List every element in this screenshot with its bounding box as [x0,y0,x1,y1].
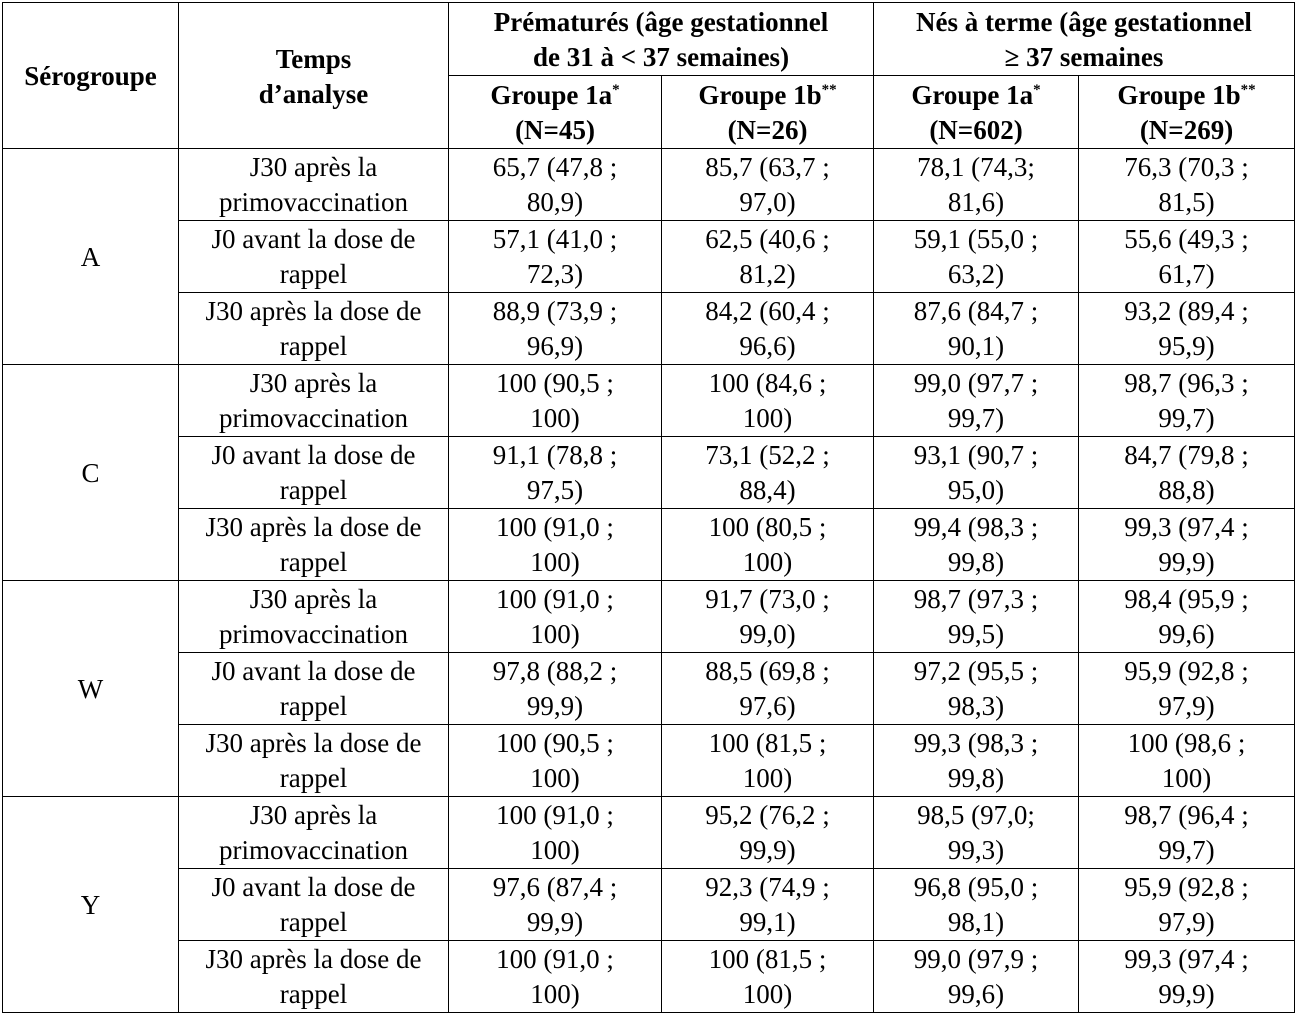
value-line2: 99,7) [1158,835,1215,865]
value-line2: 99,8) [947,547,1005,577]
table-row [3,149,1295,221]
value-cell [662,149,874,221]
value-line2: 95,0) [947,475,1005,505]
value-line2: 99,9) [526,907,584,937]
value-line2: 80,9) [526,187,584,217]
value-line1: 99,3 (97,4 ; [1124,944,1249,974]
value-line1: 97,2 (95,5 ; [913,656,1039,686]
analysis-time-line2: primovaccination [219,619,408,649]
value-line2: 99,7) [947,403,1005,433]
value-line2: 97,9) [1158,691,1215,721]
subcol-header [874,76,1079,149]
value-line1: 57,1 (41,0 ; [492,224,618,254]
value-line2: 99,6) [947,979,1005,1009]
value-line1: 78,1 (74,3; [917,152,1035,182]
subcol-name: Groupe 1a [911,80,1034,110]
value-cell [1079,869,1295,941]
value-line1: 59,1 (55,0 ; [913,224,1039,254]
value-cell [449,725,662,797]
value-cell [1079,437,1295,509]
value-cell [662,581,874,653]
value-cell [874,149,1079,221]
value-cell [1079,653,1295,725]
value-line1: 100 (80,5 ; [708,512,827,542]
value-cell [449,437,662,509]
table-row [3,437,1295,509]
value-line2: 99,9) [1158,547,1215,577]
value-line2: 88,8) [1158,475,1215,505]
value-line1: 95,9 (92,8 ; [1124,872,1249,902]
value-line1: 87,6 (84,7 ; [913,296,1039,326]
analysis-time-line1: J30 après la dose de [205,944,422,974]
serogroup-cell: A [3,149,179,365]
premature-line2: de 31 à < 37 semaines) [532,42,790,72]
value-cell [874,365,1079,437]
footnote-mark: * [612,82,620,98]
value-line2: 81,6) [947,187,1005,217]
subcol-header [449,76,662,149]
value-line2: 100) [742,403,793,433]
analysis-time-line2: rappel [279,259,348,289]
value-line2: 99,6) [1158,619,1215,649]
footnote-mark: * [1033,82,1041,98]
analysis-time-line2: rappel [279,475,348,505]
analysis-time-line1: J30 après la [249,368,378,398]
immunogenicity-table [2,2,1295,1013]
value-line2: 81,2) [739,259,796,289]
value-line2: 99,9) [739,835,796,865]
subcol-name: Groupe 1b [1117,80,1241,110]
value-line2: 100) [1161,763,1212,793]
analysis-time-cell [179,653,449,725]
value-line1: 98,7 (96,3 ; [1124,368,1249,398]
value-line2: 99,3) [947,835,1005,865]
value-line1: 100 (90,5 ; [496,368,614,398]
value-line2: 98,1) [947,907,1005,937]
value-line2: 99,9) [526,691,584,721]
analysis-time-line2: rappel [279,979,348,1009]
value-line1: 100 (91,0 ; [496,584,614,614]
premature-line1: Prématurés (âge gestationnel [493,7,829,37]
value-line2: 95,9) [1158,331,1215,361]
value-line1: 73,1 (52,2 ; [705,440,830,470]
value-line1: 100 (91,0 ; [496,800,614,830]
analysis-time-line2: rappel [279,907,348,937]
value-cell [874,653,1079,725]
value-line2: 72,3) [526,259,584,289]
value-line1: 96,8 (95,0 ; [913,872,1039,902]
value-line2: 100) [742,547,793,577]
term-line2: ≥ 37 semaines [1004,42,1164,72]
value-line1: 99,0 (97,9 ; [913,944,1039,974]
analysis-time-line1: J30 après la [249,152,378,182]
term-line1: Nés à terme (âge gestationnel [916,7,1252,37]
footnote-mark: ** [1240,82,1256,98]
value-line2: 96,9) [526,331,584,361]
value-cell [874,581,1079,653]
serogroup-header: Sérogroupe [3,3,179,149]
subcol-name: Groupe 1b [698,80,822,110]
value-cell [874,293,1079,365]
value-line2: 81,5) [1158,187,1215,217]
value-cell [662,293,874,365]
value-cell [449,149,662,221]
value-line1: 100 (91,0 ; [496,944,614,974]
value-line2: 100) [530,403,580,433]
premature-header [449,3,874,76]
value-cell [1079,221,1295,293]
table-row [3,869,1295,941]
value-cell [449,509,662,581]
value-cell [1079,149,1295,221]
value-cell [662,797,874,869]
table-body [3,149,1295,1013]
value-cell [662,509,874,581]
analysis-time-line2: primovaccination [219,187,408,217]
subcol-header [1079,76,1295,149]
value-cell [662,653,874,725]
value-line1: 98,7 (96,4 ; [1124,800,1249,830]
value-cell [449,221,662,293]
value-line2: 96,6) [739,331,796,361]
value-line2: 97,5) [526,475,584,505]
value-line2: 63,2) [947,259,1005,289]
value-line1: 84,7 (79,8 ; [1124,440,1249,470]
analysis-time-line2: rappel [279,331,348,361]
value-cell [449,581,662,653]
analysis-time-cell [179,365,449,437]
value-line2: 61,7) [1158,259,1215,289]
analysis-time-cell [179,509,449,581]
analysis-time-line1: Temps [275,43,352,74]
subcol-n: (N=26) [727,115,808,145]
value-line2: 90,1) [947,331,1005,361]
table-row [3,725,1295,797]
value-line1: 99,0 (97,7 ; [913,368,1039,398]
analysis-time-cell [179,869,449,941]
value-line1: 98,5 (97,0; [917,800,1035,830]
value-line1: 76,3 (70,3 ; [1124,152,1249,182]
value-cell [874,509,1079,581]
analysis-time-line2: primovaccination [219,835,408,865]
value-line1: 91,7 (73,0 ; [705,584,830,614]
subcol-header [662,76,874,149]
analysis-time-line1: J30 après la [249,800,378,830]
table-row [3,581,1295,653]
value-line1: 99,3 (97,4 ; [1124,512,1249,542]
analysis-time-cell [179,437,449,509]
value-cell [662,365,874,437]
analysis-time-cell [179,221,449,293]
value-cell [449,293,662,365]
analysis-time-line1: J0 avant la dose de [211,440,416,470]
value-line1: 92,3 (74,9 ; [705,872,830,902]
value-line2: 100) [530,547,580,577]
value-cell [662,725,874,797]
analysis-time-line2: primovaccination [219,403,408,433]
value-line1: 99,4 (98,3 ; [913,512,1039,542]
value-line1: 88,9 (73,9 ; [492,296,618,326]
value-line1: 100 (98,6 ; [1127,728,1246,758]
value-line1: 91,1 (78,8 ; [492,440,618,470]
subcol-name: Groupe 1a [490,80,613,110]
value-line2: 100) [742,763,793,793]
value-line1: 95,9 (92,8 ; [1124,656,1249,686]
value-cell [1079,365,1295,437]
analysis-time-line1: J30 après la dose de [205,512,422,542]
analysis-time-line2: rappel [279,547,348,577]
value-cell [874,725,1079,797]
term-header [874,3,1295,76]
value-cell [662,437,874,509]
analysis-time-line1: J0 avant la dose de [211,224,416,254]
value-line1: 85,7 (63,7 ; [705,152,830,182]
table-row [3,509,1295,581]
value-cell [874,221,1079,293]
header-row-1 [3,3,1295,76]
analysis-time-line2: rappel [279,763,348,793]
value-line2: 100) [530,619,580,649]
serogroup-cell: C [3,365,179,581]
value-cell [449,653,662,725]
table-row [3,797,1295,869]
value-line1: 62,5 (40,6 ; [705,224,830,254]
value-line1: 65,7 (47,8 ; [492,152,618,182]
value-line2: 100) [530,835,580,865]
value-line2: 99,7) [1158,403,1215,433]
value-line1: 100 (84,6 ; [708,368,827,398]
value-line1: 99,3 (98,3 ; [913,728,1039,758]
value-line1: 84,2 (60,4 ; [705,296,830,326]
value-cell [874,437,1079,509]
value-cell [1079,509,1295,581]
table-row [3,221,1295,293]
analysis-time-line1: J30 après la [249,584,378,614]
value-cell [1079,725,1295,797]
value-line1: 95,2 (76,2 ; [705,800,830,830]
table-row [3,365,1295,437]
value-line2: 100) [530,979,580,1009]
value-cell [662,869,874,941]
analysis-time-cell [179,725,449,797]
value-line1: 97,6 (87,4 ; [492,872,618,902]
value-cell [449,365,662,437]
analysis-time-line2: d’analyse [258,78,369,109]
table-row [3,653,1295,725]
value-line1: 97,8 (88,2 ; [492,656,618,686]
value-line1: 100 (91,0 ; [496,512,614,542]
footnote-mark: ** [821,82,837,98]
value-line1: 55,6 (49,3 ; [1124,224,1249,254]
value-cell [1079,293,1295,365]
subcol-n: (N=602) [929,115,1023,145]
value-cell [1079,581,1295,653]
value-cell [1079,797,1295,869]
serogroup-cell: Y [3,797,179,1013]
analysis-time-header [179,3,449,149]
subcol-n: (N=45) [515,115,595,145]
value-line1: 100 (90,5 ; [496,728,614,758]
value-line2: 100) [530,763,580,793]
value-cell [874,869,1079,941]
value-cell [662,221,874,293]
analysis-time-line1: J0 avant la dose de [211,656,416,686]
value-line1: 93,2 (89,4 ; [1124,296,1249,326]
analysis-time-line1: J0 avant la dose de [211,872,416,902]
value-line2: 99,5) [947,619,1005,649]
analysis-time-line2: rappel [279,691,348,721]
analysis-time-cell [179,293,449,365]
value-line1: 100 (81,5 ; [708,728,827,758]
value-line1: 88,5 (69,8 ; [705,656,830,686]
value-line2: 97,6) [739,691,796,721]
value-line2: 99,0) [739,619,796,649]
subcol-n: (N=269) [1139,115,1234,145]
analysis-time-line1: J30 après la dose de [205,296,422,326]
value-line2: 98,3) [947,691,1005,721]
table-row [3,293,1295,365]
value-line2: 99,9) [1158,979,1215,1009]
value-line2: 88,4) [739,475,796,505]
value-line1: 98,7 (97,3 ; [913,584,1039,614]
value-cell [449,869,662,941]
value-line2: 99,1) [739,907,796,937]
analysis-time-cell [179,149,449,221]
value-line2: 100) [742,979,793,1009]
value-line1: 93,1 (90,7 ; [913,440,1039,470]
value-line1: 98,4 (95,9 ; [1124,584,1249,614]
value-line1: 100 (81,5 ; [708,944,827,974]
analysis-time-cell [179,797,449,869]
value-line2: 99,8) [947,763,1005,793]
value-line2: 97,0) [739,187,796,217]
analysis-time-cell [179,581,449,653]
serogroup-cell: W [3,581,179,797]
value-cell [874,797,1079,869]
analysis-time-line1: J30 après la dose de [205,728,422,758]
value-line2: 97,9) [1158,907,1215,937]
value-cell [449,797,662,869]
